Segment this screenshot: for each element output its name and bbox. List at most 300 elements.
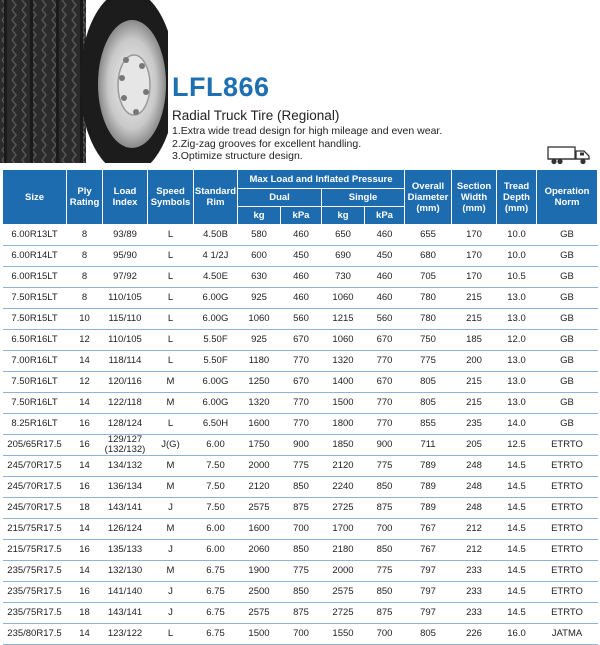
- cell-speed: J(G): [148, 435, 194, 456]
- table-row: [3, 372, 598, 393]
- cell-single-kg: 730: [322, 267, 365, 288]
- cell-width: 212: [452, 519, 497, 540]
- cell-load-index: 141/140: [103, 582, 148, 603]
- cell-size: 205/65R17.5: [3, 435, 67, 456]
- cell-norm: GB: [537, 414, 598, 435]
- cell-dual-kg: 2000: [238, 456, 281, 477]
- cell-diameter: 789: [405, 498, 452, 519]
- cell-load-index: 110/105: [103, 288, 148, 309]
- table-row: [3, 540, 598, 561]
- cell-norm: ETRTO: [537, 603, 598, 624]
- cell-single-kpa: 900: [365, 435, 405, 456]
- col-header-single-kg: kg: [322, 207, 365, 225]
- cell-dual-kg: 1500: [238, 624, 281, 645]
- cell-norm: ETRTO: [537, 540, 598, 561]
- cell-rim: 6.00: [194, 540, 238, 561]
- cell-depth: 14.5: [497, 477, 537, 498]
- cell-speed: L: [148, 414, 194, 435]
- cell-size: 6.00R13LT: [3, 225, 67, 246]
- cell-width: 233: [452, 582, 497, 603]
- cell-dual-kg: 1180: [238, 351, 281, 372]
- cell-dual-kpa: 850: [281, 477, 322, 498]
- cell-single-kg: 1060: [322, 288, 365, 309]
- cell-dual-kpa: 770: [281, 414, 322, 435]
- cell-ply: 12: [67, 330, 103, 351]
- cell-single-kpa: 850: [365, 582, 405, 603]
- cell-size: 235/75R17.5: [3, 582, 67, 603]
- cell-width: 215: [452, 393, 497, 414]
- cell-norm: ETRTO: [537, 582, 598, 603]
- cell-dual-kg: 1600: [238, 414, 281, 435]
- cell-dual-kg: 1320: [238, 393, 281, 414]
- cell-depth: 13.0: [497, 309, 537, 330]
- cell-ply: 16: [67, 477, 103, 498]
- cell-size: 7.50R16LT: [3, 372, 67, 393]
- truck-icon: [547, 144, 591, 166]
- col-header-single-kpa: kPa: [365, 207, 405, 225]
- cell-load-index: 122/118: [103, 393, 148, 414]
- cell-depth: 14.5: [497, 498, 537, 519]
- cell-width: 215: [452, 288, 497, 309]
- table-row: [3, 225, 598, 246]
- cell-depth: 14.5: [497, 561, 537, 582]
- cell-ply: 14: [67, 393, 103, 414]
- cell-ply: 8: [67, 246, 103, 267]
- cell-dual-kg: 600: [238, 246, 281, 267]
- cell-single-kg: 2725: [322, 603, 365, 624]
- cell-depth: 13.0: [497, 351, 537, 372]
- cell-width: 170: [452, 225, 497, 246]
- cell-width: 248: [452, 477, 497, 498]
- cell-single-kpa: 670: [365, 372, 405, 393]
- cell-dual-kg: 2120: [238, 477, 281, 498]
- cell-norm: ETRTO: [537, 477, 598, 498]
- cell-single-kpa: 460: [365, 267, 405, 288]
- cell-rim: 6.00G: [194, 393, 238, 414]
- cell-rim: 5.50F: [194, 351, 238, 372]
- cell-speed: M: [148, 393, 194, 414]
- cell-norm: JATMA: [537, 624, 598, 645]
- cell-diameter: 797: [405, 561, 452, 582]
- table-row: [3, 414, 598, 435]
- cell-dual-kg: 630: [238, 267, 281, 288]
- cell-rim: 6.00G: [194, 372, 238, 393]
- cell-single-kg: 2240: [322, 477, 365, 498]
- cell-rim: 6.75: [194, 624, 238, 645]
- cell-speed: J: [148, 498, 194, 519]
- table-row: [3, 435, 598, 456]
- table-row: [3, 603, 598, 624]
- cell-diameter: 767: [405, 540, 452, 561]
- tire-subtitle: Radial Truck Tire (Regional): [172, 108, 340, 123]
- cell-rim: 6.00: [194, 435, 238, 456]
- cell-width: 205: [452, 435, 497, 456]
- cell-size: 235/80R17.5: [3, 624, 67, 645]
- cell-diameter: 855: [405, 414, 452, 435]
- cell-single-kg: 2575: [322, 582, 365, 603]
- table-row: [3, 246, 598, 267]
- cell-load-index: 129/127 (132/132): [103, 435, 148, 456]
- table-row: [3, 288, 598, 309]
- cell-speed: L: [148, 267, 194, 288]
- cell-norm: ETRTO: [537, 519, 598, 540]
- cell-depth: 10.0: [497, 246, 537, 267]
- cell-load-index: 143/141: [103, 603, 148, 624]
- cell-size: 6.50R16LT: [3, 330, 67, 351]
- cell-width: 170: [452, 246, 497, 267]
- cell-depth: 13.0: [497, 393, 537, 414]
- col-header-dual-kpa: kPa: [281, 207, 322, 225]
- cell-diameter: 797: [405, 582, 452, 603]
- cell-dual-kg: 925: [238, 330, 281, 351]
- cell-diameter: 780: [405, 288, 452, 309]
- cell-ply: 10: [67, 309, 103, 330]
- cell-dual-kpa: 850: [281, 582, 322, 603]
- cell-single-kpa: 460: [365, 225, 405, 246]
- cell-single-kpa: 560: [365, 309, 405, 330]
- cell-size: 215/75R17.5: [3, 519, 67, 540]
- cell-size: 215/75R17.5: [3, 540, 67, 561]
- cell-single-kpa: 700: [365, 519, 405, 540]
- cell-ply: 16: [67, 582, 103, 603]
- table-row: [3, 456, 598, 477]
- col-header-rim: Standard Rim: [194, 170, 238, 225]
- cell-depth: 14.0: [497, 414, 537, 435]
- cell-size: 245/70R17.5: [3, 456, 67, 477]
- cell-rim: 4.50B: [194, 225, 238, 246]
- cell-single-kpa: 770: [365, 351, 405, 372]
- cell-dual-kg: 1900: [238, 561, 281, 582]
- cell-depth: 14.5: [497, 456, 537, 477]
- cell-size: 7.00R16LT: [3, 351, 67, 372]
- cell-single-kpa: 850: [365, 540, 405, 561]
- cell-speed: M: [148, 456, 194, 477]
- spec-table: [2, 169, 598, 645]
- cell-norm: ETRTO: [537, 456, 598, 477]
- cell-single-kpa: 850: [365, 477, 405, 498]
- cell-diameter: 780: [405, 309, 452, 330]
- cell-diameter: 805: [405, 393, 452, 414]
- cell-ply: 14: [67, 456, 103, 477]
- cell-rim: 6.75: [194, 582, 238, 603]
- cell-size: 6.00R14LT: [3, 246, 67, 267]
- cell-speed: L: [148, 225, 194, 246]
- cell-rim: 4 1/2J: [194, 246, 238, 267]
- cell-width: 226: [452, 624, 497, 645]
- cell-dual-kg: 1600: [238, 519, 281, 540]
- col-header-norm: Operation Norm: [537, 170, 598, 225]
- cell-single-kg: 1215: [322, 309, 365, 330]
- cell-width: 215: [452, 372, 497, 393]
- cell-single-kg: 2180: [322, 540, 365, 561]
- cell-rim: 7.50: [194, 498, 238, 519]
- cell-single-kpa: 875: [365, 498, 405, 519]
- cell-diameter: 655: [405, 225, 452, 246]
- cell-dual-kg: 580: [238, 225, 281, 246]
- col-header-ply: Ply Rating: [67, 170, 103, 225]
- cell-depth: 10.0: [497, 225, 537, 246]
- cell-ply: 8: [67, 267, 103, 288]
- cell-speed: M: [148, 477, 194, 498]
- col-header-dual-kg: kg: [238, 207, 281, 225]
- cell-depth: 14.5: [497, 582, 537, 603]
- cell-dual-kpa: 460: [281, 225, 322, 246]
- cell-depth: 16.0: [497, 624, 537, 645]
- cell-speed: L: [148, 330, 194, 351]
- cell-size: 235/75R17.5: [3, 561, 67, 582]
- cell-speed: J: [148, 540, 194, 561]
- cell-load-index: 143/141: [103, 498, 148, 519]
- cell-load-index: 135/133: [103, 540, 148, 561]
- cell-ply: 16: [67, 435, 103, 456]
- cell-rim: 6.50H: [194, 414, 238, 435]
- cell-diameter: 797: [405, 603, 452, 624]
- cell-ply: 18: [67, 603, 103, 624]
- cell-rim: 7.50: [194, 456, 238, 477]
- cell-ply: 16: [67, 540, 103, 561]
- cell-diameter: 705: [405, 267, 452, 288]
- cell-ply: 14: [67, 351, 103, 372]
- cell-rim: 6.00G: [194, 288, 238, 309]
- cell-speed: L: [148, 246, 194, 267]
- cell-norm: GB: [537, 351, 598, 372]
- cell-single-kpa: 460: [365, 288, 405, 309]
- cell-diameter: 789: [405, 456, 452, 477]
- cell-depth: 12.0: [497, 330, 537, 351]
- cell-single-kg: 690: [322, 246, 365, 267]
- cell-dual-kpa: 670: [281, 330, 322, 351]
- model-title: LFL866: [172, 72, 270, 102]
- cell-depth: 13.0: [497, 288, 537, 309]
- cell-size: 7.50R15LT: [3, 309, 67, 330]
- cell-dual-kpa: 460: [281, 288, 322, 309]
- cell-single-kpa: 770: [365, 393, 405, 414]
- cell-norm: GB: [537, 309, 598, 330]
- cell-ply: 18: [67, 498, 103, 519]
- cell-single-kg: 1400: [322, 372, 365, 393]
- cell-rim: 6.00G: [194, 309, 238, 330]
- cell-load-index: 123/122: [103, 624, 148, 645]
- cell-dual-kpa: 875: [281, 603, 322, 624]
- cell-rim: 7.50: [194, 477, 238, 498]
- cell-dual-kg: 1060: [238, 309, 281, 330]
- cell-norm: GB: [537, 372, 598, 393]
- cell-single-kg: 2120: [322, 456, 365, 477]
- feature-list: [172, 125, 442, 163]
- cell-load-index: 115/110: [103, 309, 148, 330]
- cell-width: 212: [452, 540, 497, 561]
- cell-diameter: 789: [405, 477, 452, 498]
- cell-norm: GB: [537, 288, 598, 309]
- cell-diameter: 680: [405, 246, 452, 267]
- cell-load-index: 97/92: [103, 267, 148, 288]
- cell-single-kpa: 775: [365, 561, 405, 582]
- cell-dual-kg: 2500: [238, 582, 281, 603]
- cell-norm: GB: [537, 225, 598, 246]
- col-header-width: Section Width (mm): [452, 170, 497, 225]
- cell-dual-kpa: 770: [281, 393, 322, 414]
- cell-single-kg: 1700: [322, 519, 365, 540]
- cell-norm: GB: [537, 330, 598, 351]
- feature-item: 3.Optimize structure design.: [172, 150, 303, 162]
- cell-load-index: 95/90: [103, 246, 148, 267]
- cell-speed: M: [148, 372, 194, 393]
- cell-speed: L: [148, 624, 194, 645]
- cell-single-kpa: 775: [365, 456, 405, 477]
- cell-dual-kpa: 850: [281, 540, 322, 561]
- cell-dual-kg: 2060: [238, 540, 281, 561]
- cell-load-index: 93/89: [103, 225, 148, 246]
- cell-speed: L: [148, 288, 194, 309]
- cell-dual-kg: 2575: [238, 603, 281, 624]
- cell-dual-kpa: 700: [281, 624, 322, 645]
- col-header-max-load: Max Load and Inflated Pressure: [238, 170, 405, 189]
- cell-depth: 14.5: [497, 540, 537, 561]
- cell-single-kg: 1060: [322, 330, 365, 351]
- cell-ply: 16: [67, 414, 103, 435]
- cell-width: 233: [452, 603, 497, 624]
- cell-width: 215: [452, 309, 497, 330]
- cell-dual-kpa: 775: [281, 456, 322, 477]
- feature-item: 2.Zig-zag grooves for excellent handling.: [172, 137, 362, 150]
- cell-width: 248: [452, 498, 497, 519]
- cell-ply: 14: [67, 519, 103, 540]
- table-row: [3, 351, 598, 372]
- cell-single-kg: 2725: [322, 498, 365, 519]
- cell-load-index: 110/105: [103, 330, 148, 351]
- cell-single-kpa: 770: [365, 414, 405, 435]
- cell-norm: ETRTO: [537, 498, 598, 519]
- cell-width: 248: [452, 456, 497, 477]
- cell-rim: 5.50F: [194, 330, 238, 351]
- cell-diameter: 775: [405, 351, 452, 372]
- col-header-speed: Speed Symbols: [148, 170, 194, 225]
- cell-width: 200: [452, 351, 497, 372]
- feature-item: 1.Extra wide tread design for high mileage and even wear.: [172, 125, 443, 137]
- cell-dual-kpa: 450: [281, 246, 322, 267]
- col-header-diameter: Overall Diameter (mm): [405, 170, 452, 225]
- cell-diameter: 805: [405, 372, 452, 393]
- cell-depth: 13.0: [497, 372, 537, 393]
- table-row: [3, 330, 598, 351]
- cell-dual-kpa: 460: [281, 267, 322, 288]
- table-row: [3, 477, 598, 498]
- cell-norm: GB: [537, 393, 598, 414]
- cell-size: 245/70R17.5: [3, 477, 67, 498]
- cell-speed: L: [148, 351, 194, 372]
- cell-single-kg: 650: [322, 225, 365, 246]
- cell-dual-kg: 925: [238, 288, 281, 309]
- tire-image: [0, 0, 168, 163]
- cell-ply: 8: [67, 225, 103, 246]
- cell-single-kg: 1800: [322, 414, 365, 435]
- cell-diameter: 805: [405, 624, 452, 645]
- col-header-depth: Tread Depth (mm): [497, 170, 537, 225]
- cell-dual-kpa: 775: [281, 561, 322, 582]
- cell-dual-kpa: 670: [281, 372, 322, 393]
- table-row: [3, 582, 598, 603]
- cell-ply: 14: [67, 624, 103, 645]
- cell-norm: GB: [537, 267, 598, 288]
- cell-single-kpa: 875: [365, 603, 405, 624]
- cell-speed: L: [148, 309, 194, 330]
- cell-load-index: 128/124: [103, 414, 148, 435]
- cell-dual-kpa: 700: [281, 519, 322, 540]
- cell-single-kg: 2000: [322, 561, 365, 582]
- cell-load-index: 120/116: [103, 372, 148, 393]
- cell-single-kpa: 670: [365, 330, 405, 351]
- cell-size: 6.00R15LT: [3, 267, 67, 288]
- cell-dual-kpa: 770: [281, 351, 322, 372]
- table-row: [3, 309, 598, 330]
- cell-load-index: 126/124: [103, 519, 148, 540]
- cell-speed: J: [148, 582, 194, 603]
- table-row: [3, 519, 598, 540]
- cell-load-index: 134/132: [103, 456, 148, 477]
- col-header-dual: Dual: [238, 189, 322, 207]
- cell-size: 7.50R15LT: [3, 288, 67, 309]
- col-header-load-index: Load Index: [103, 170, 148, 225]
- cell-ply: 14: [67, 561, 103, 582]
- cell-size: 7.50R16LT: [3, 393, 67, 414]
- cell-size: 245/70R17.5: [3, 498, 67, 519]
- cell-ply: 12: [67, 372, 103, 393]
- cell-dual-kg: 1250: [238, 372, 281, 393]
- cell-diameter: 767: [405, 519, 452, 540]
- cell-single-kg: 1500: [322, 393, 365, 414]
- cell-rim: 6.00: [194, 519, 238, 540]
- cell-rim: 6.75: [194, 561, 238, 582]
- cell-depth: 10.5: [497, 267, 537, 288]
- cell-width: 185: [452, 330, 497, 351]
- cell-depth: 14.5: [497, 603, 537, 624]
- cell-load-index: 132/130: [103, 561, 148, 582]
- cell-load-index: 136/134: [103, 477, 148, 498]
- table-row: [3, 498, 598, 519]
- cell-diameter: 711: [405, 435, 452, 456]
- cell-rim: 6.75: [194, 603, 238, 624]
- cell-ply: 8: [67, 288, 103, 309]
- cell-width: 170: [452, 267, 497, 288]
- cell-single-kpa: 700: [365, 624, 405, 645]
- cell-rim: 4.50E: [194, 267, 238, 288]
- cell-norm: GB: [537, 246, 598, 267]
- table-row: [3, 561, 598, 582]
- cell-depth: 12.5: [497, 435, 537, 456]
- cell-depth: 14.5: [497, 519, 537, 540]
- cell-dual-kpa: 900: [281, 435, 322, 456]
- cell-speed: M: [148, 561, 194, 582]
- cell-single-kg: 1320: [322, 351, 365, 372]
- cell-diameter: 750: [405, 330, 452, 351]
- col-header-single: Single: [322, 189, 405, 207]
- table-row: [3, 624, 598, 645]
- cell-norm: ETRTO: [537, 435, 598, 456]
- cell-dual-kg: 2575: [238, 498, 281, 519]
- cell-load-index: 118/114: [103, 351, 148, 372]
- cell-single-kg: 1550: [322, 624, 365, 645]
- cell-dual-kpa: 560: [281, 309, 322, 330]
- cell-dual-kpa: 875: [281, 498, 322, 519]
- cell-speed: J: [148, 603, 194, 624]
- cell-single-kpa: 450: [365, 246, 405, 267]
- cell-dual-kg: 1750: [238, 435, 281, 456]
- cell-size: 8.25R16LT: [3, 414, 67, 435]
- table-row: [3, 267, 598, 288]
- cell-width: 235: [452, 414, 497, 435]
- cell-single-kg: 1850: [322, 435, 365, 456]
- cell-speed: M: [148, 519, 194, 540]
